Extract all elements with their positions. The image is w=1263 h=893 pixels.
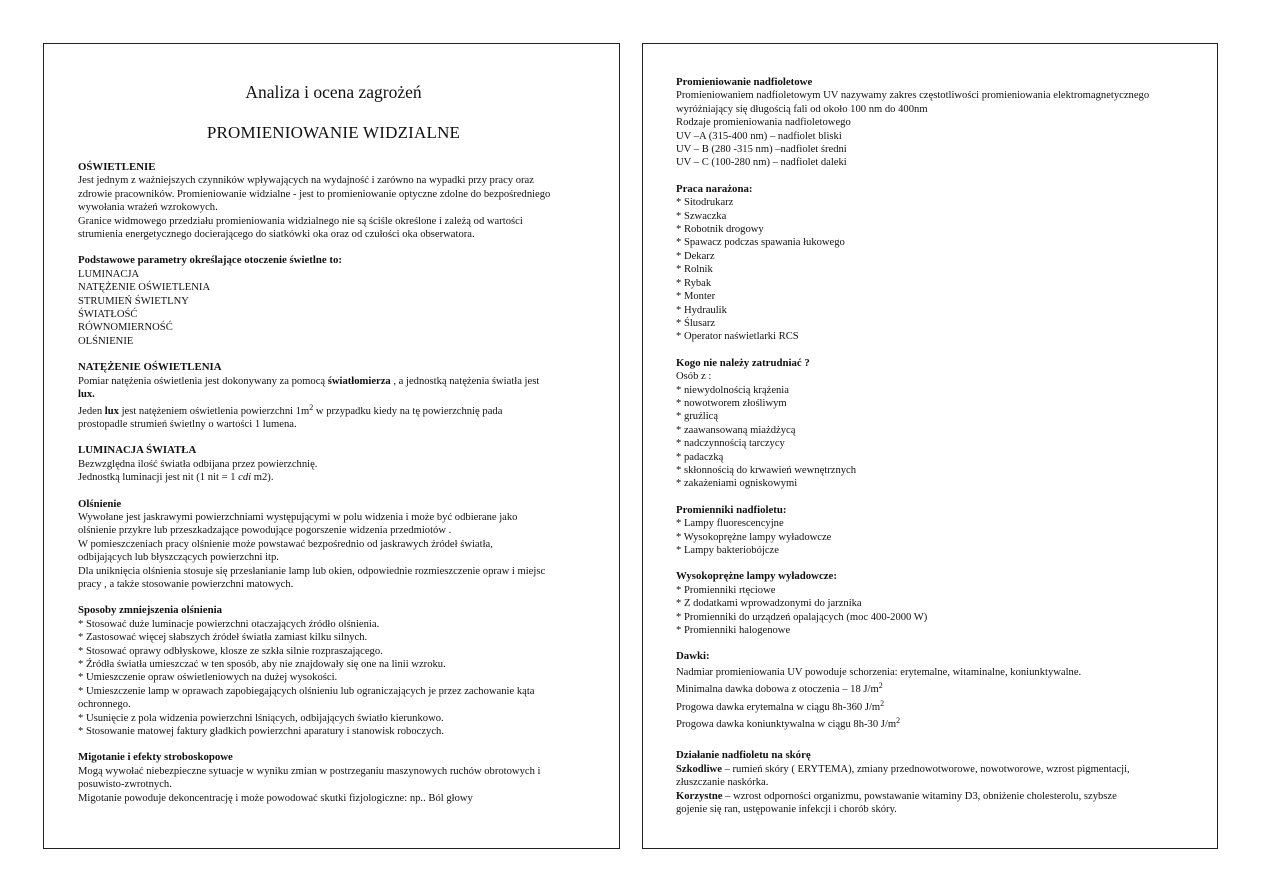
text-line: Bezwzględna ilość światła odbijana przez powierzchnię.: [78, 458, 318, 470]
section-natezenie: [78, 361, 589, 431]
list-item: * Monter: [676, 291, 716, 303]
text-line: Nadmiar promieniowania UV powoduje schorzenia: erytemalne, witaminalne, koniunktywalne.: [676, 666, 1082, 678]
section-heading: Praca narażona:: [676, 182, 753, 195]
list-item: * Promienniki halogenowe: [676, 625, 791, 637]
bold-term: światłomierza: [327, 375, 391, 387]
section-heading: Migotanie i efekty stroboskopowe: [78, 751, 233, 764]
list-item: * Rolnik: [676, 264, 713, 276]
page-title: Analiza i ocena zagrożeń: [245, 82, 422, 102]
list-item: * Źródła światła umieszczać w ten sposób, aby nie znajdowały się one na linii wzroku.: [78, 659, 446, 670]
list-item: * Spawacz podczas spawania łukowego: [676, 237, 845, 249]
section-heading: Wysokoprężne lampy wyładowcze:: [676, 570, 837, 583]
section-luminacja: [78, 444, 589, 484]
text-run: Pomiar natężenia oświetlenia jest dokonywany za pomocą: [78, 375, 328, 387]
text-line: Jest jednym z ważniejszych czynników wpływających na wydajność i zarówno na wypadki przy pracy oraz: [78, 175, 534, 187]
text-run: – rumień skóry ( ERYTEMA), zmiany przednowotworowe, nowotworowe, wzrost pigmentacji,: [721, 763, 1130, 775]
text-run: jest natężeniem oświetlenia powierzchni 1m: [118, 405, 310, 417]
list-item: * Lampy bakteriobójcze: [676, 545, 779, 556]
list-item: * Ślusarz: [676, 317, 716, 329]
section-oswietlenie: [78, 161, 589, 241]
parameter-item: LUMINACJA: [78, 268, 140, 280]
text-line: Mogą wywołać niebezpieczne sytuacje w wyniku zmian w postrzeganiu maszynowych ruchów obrotowych i: [78, 765, 541, 777]
list-item: * Umieszczenie opraw oświetleniowych na dużej wysokości.: [78, 672, 338, 684]
text-line: Wywołane jest jaskrawymi powierzchniami występującymi w polu widzenia i może być odbierane jako: [78, 511, 518, 523]
text-line: Migotanie powoduje dekoncentrację i może powodować skutki fizjologiczne: np.. Ból głowy: [78, 792, 473, 804]
parameter-item: OLŚNIENIE: [78, 335, 134, 347]
section-heading: Promienniki nadfioletu:: [676, 503, 787, 516]
list-item: * zakażeniami ogniskowymi: [676, 478, 798, 490]
text-line: strumienia energetycznego docierającego do siatkówki oka oraz od czułości oka obserwatora.: [78, 229, 475, 241]
list-item: * Operator naświetlarki RCS: [676, 331, 799, 343]
italic-term: cdi: [238, 472, 252, 484]
section-heading: Działanie nadfioletu na skórę: [676, 749, 811, 762]
list-item: * padaczką: [676, 451, 724, 463]
list-item: * Stosowanie matowej faktury gładkich powierzchni aparatury i stanowisk roboczych.: [78, 726, 444, 738]
section-nadfiolet: [676, 76, 1187, 170]
list-item: * Wysokoprężne lampy wyładowcze: [676, 531, 832, 543]
list-item: * nowotworem złośliwym: [676, 397, 787, 409]
list-item: * Sitodrukarz: [676, 197, 734, 209]
list-item: * Lampy fluorescencyjne: [676, 518, 784, 530]
text-line: odbijających lub błyszczących powierzchni itp.: [78, 552, 279, 564]
list-item: * skłonnością do krwawień wewnętrznych: [676, 464, 857, 476]
text-line: [78, 375, 589, 388]
text-line: zdrowie pracowników. Promieniowanie widzialne - jest to promieniowanie optyczne zdolne do bezpośredniego: [78, 188, 551, 200]
text-run: Progowa dawka erytemalna w ciągu 8h-360 J/m: [676, 701, 881, 713]
text-line: gojenie się ran, ustępowanie infekcji i chorób skóry.: [676, 804, 897, 816]
section-heading: Promieniowanie nadfioletowe: [676, 76, 813, 88]
list-item: * gruźlicą: [676, 411, 719, 423]
section-sposoby: [78, 604, 589, 738]
text-run: w przypadku kiedy na tę powierzchnię pada: [313, 405, 503, 417]
text-line: prostopadle strumień świetlny o wartości 1 lumena.: [78, 418, 297, 430]
document-page-right: [642, 43, 1218, 849]
list-item: * nadczynnością tarczycy: [676, 438, 785, 450]
text-run: Minimalna dawka dobowa z otoczenia – 18 J/m: [676, 684, 879, 696]
text-line: Granice widmowego przedziału promieniowania widzialnego nie są ściśle określone i zależą od wartości: [78, 215, 523, 227]
page-subtitle: PROMIENIOWANIE WIDZIALNE: [206, 123, 461, 142]
text-line: UV – C (100-280 nm) – nadfiolet daleki: [676, 157, 847, 169]
superscript: 2: [896, 716, 901, 726]
text-run: Jeden: [78, 405, 105, 417]
list-item: ochronnego.: [78, 699, 131, 711]
text-line: [676, 763, 1187, 776]
list-item: * Stosować oprawy odbłyskowe, klosze ze szkła silnie rozpraszającego.: [78, 645, 383, 657]
text-line: pracy , a także stosowanie powierzchni matowych.: [78, 578, 294, 590]
text-line: UV – B (280 -315 nm) –nadfiolet średni: [676, 144, 847, 156]
section-migotanie: [78, 751, 589, 805]
text-line: posuwisto-zwrotnych.: [78, 779, 172, 791]
section-promienniki: [676, 504, 1187, 558]
section-heading: Olśnienie: [78, 497, 122, 510]
text-line: UV –A (315-400 nm) – nadfiolet bliski: [676, 130, 842, 142]
list-item: * Zastosować więcej słabszych źródeł światła zamiast kilku silnych.: [78, 632, 368, 644]
text-run: Progowa dawka koniunktywalna w ciągu 8h-30 J/m: [676, 719, 897, 731]
text-run: – wzrost odporności organizmu, powstawanie witaminy D3, obniżenie cholesterolu, szybsze: [722, 790, 1117, 802]
parameter-item: NATĘŻENIE OŚWIETLENIA: [78, 282, 211, 294]
list-item: * Hydraulik: [676, 304, 727, 316]
list-item: * niewydolnością krążenia: [676, 384, 789, 396]
list-item: * Stosować duże luminacje powierzchni otaczających źródło olśnienia.: [78, 618, 380, 630]
text-line: wyróżniający się długością fali od około 100 nm do 400nm: [676, 103, 928, 115]
superscript: 2: [309, 402, 314, 412]
parameter-item: STRUMIEŃ ŚWIETLNY: [78, 295, 189, 307]
section-heading: Dawki:: [676, 650, 710, 663]
parameter-item: ŚWIATŁOŚĆ: [78, 309, 138, 321]
list-item: * Rybak: [676, 277, 712, 289]
section-kogo: [676, 357, 1187, 491]
superscript: 2: [878, 681, 883, 691]
section-dzialanie: [676, 749, 1187, 816]
list-item: * Umieszczenie lamp w oprawach zapobiegających olśnieniu lub ograniczających je przez zachowanie kąta: [78, 685, 535, 697]
text-line: [78, 402, 589, 418]
superscript: 2: [880, 698, 885, 708]
text-run: m2).: [251, 472, 274, 484]
section-dawki: [676, 650, 1187, 731]
section-heading: OŚWIETLENIE: [78, 161, 156, 173]
list-item: * Dekarz: [676, 250, 715, 262]
section-heading: LUMINACJA ŚWIATŁA: [78, 444, 197, 457]
text-run: Jednostką luminacji jest nit (1 nit = 1: [78, 472, 239, 484]
list-item: * Usunięcie z pola widzenia powierzchni lśniących, odbijających światło kierunkowo.: [78, 712, 444, 724]
text-line: olśnienie przykre lub przeszkadzające powodujące pogorszenie widzenia przedmiotów .: [78, 525, 452, 537]
list-item: Osób z :: [676, 371, 712, 383]
text-line: Dla uniknięcia olśnienia stosuje się przesłanianie lamp lub okien, odpowiednie rozmieszczenie opraw i miejsc: [78, 565, 546, 577]
bold-term: Szkodliwe: [676, 763, 722, 775]
section-heading: Podstawowe parametry określające otoczenie świetlne to:: [78, 254, 342, 267]
text-line: [676, 683, 1187, 696]
section-heading: NATĘŻENIE OŚWIETLENIA: [78, 361, 222, 374]
parameter-item: RÓWNOMIERNOŚĆ: [78, 322, 173, 334]
text-line: złuszczanie naskórka.: [676, 777, 769, 789]
list-item: * Promienniki rtęciowe: [676, 584, 776, 596]
section-parametry: [78, 254, 589, 348]
list-item: * Promienniki do urządzeń opalających (moc 400-2000 W): [676, 611, 928, 623]
text-line: wywołania wrażeń wzrokowych.: [78, 202, 218, 214]
section-wysokoprezne: [676, 570, 1187, 637]
text-line: [676, 790, 1187, 803]
section-heading: Sposoby zmniejszenia olśnienia: [78, 604, 222, 617]
list-item: * Robotnik drogowy: [676, 224, 764, 236]
section-heading: Kogo nie należy zatrudniać ?: [676, 356, 810, 369]
text-line: [676, 718, 1187, 731]
text-run: , a jednostką natężenia światła jest: [390, 375, 540, 387]
text-line: Rodzaje promieniowania nadfioletowego: [676, 117, 851, 129]
list-item: * zaawansowaną miażdżycą: [676, 424, 796, 436]
document-page-left: [43, 43, 620, 849]
section-praca: [676, 183, 1187, 344]
text-line: [78, 471, 589, 484]
list-item: * Szwaczka: [676, 210, 727, 222]
list-item: * Z dodatkami wprowadzonymi do jarznika: [676, 598, 862, 610]
bold-term: lux: [104, 405, 119, 417]
bold-term: lux.: [78, 389, 95, 401]
text-line: Promieniowaniem nadfioletowym UV nazywamy zakres częstotliwości promieniowania elektromagnetycznego: [676, 90, 1150, 102]
text-line: [676, 698, 1187, 714]
bold-term: Korzystne: [676, 790, 723, 802]
text-line: W pomieszczeniach pracy olśnienie może powstawać bezpośrednio od jaskrawych źródeł światła,: [78, 538, 493, 550]
section-olsnienie: [78, 498, 589, 592]
